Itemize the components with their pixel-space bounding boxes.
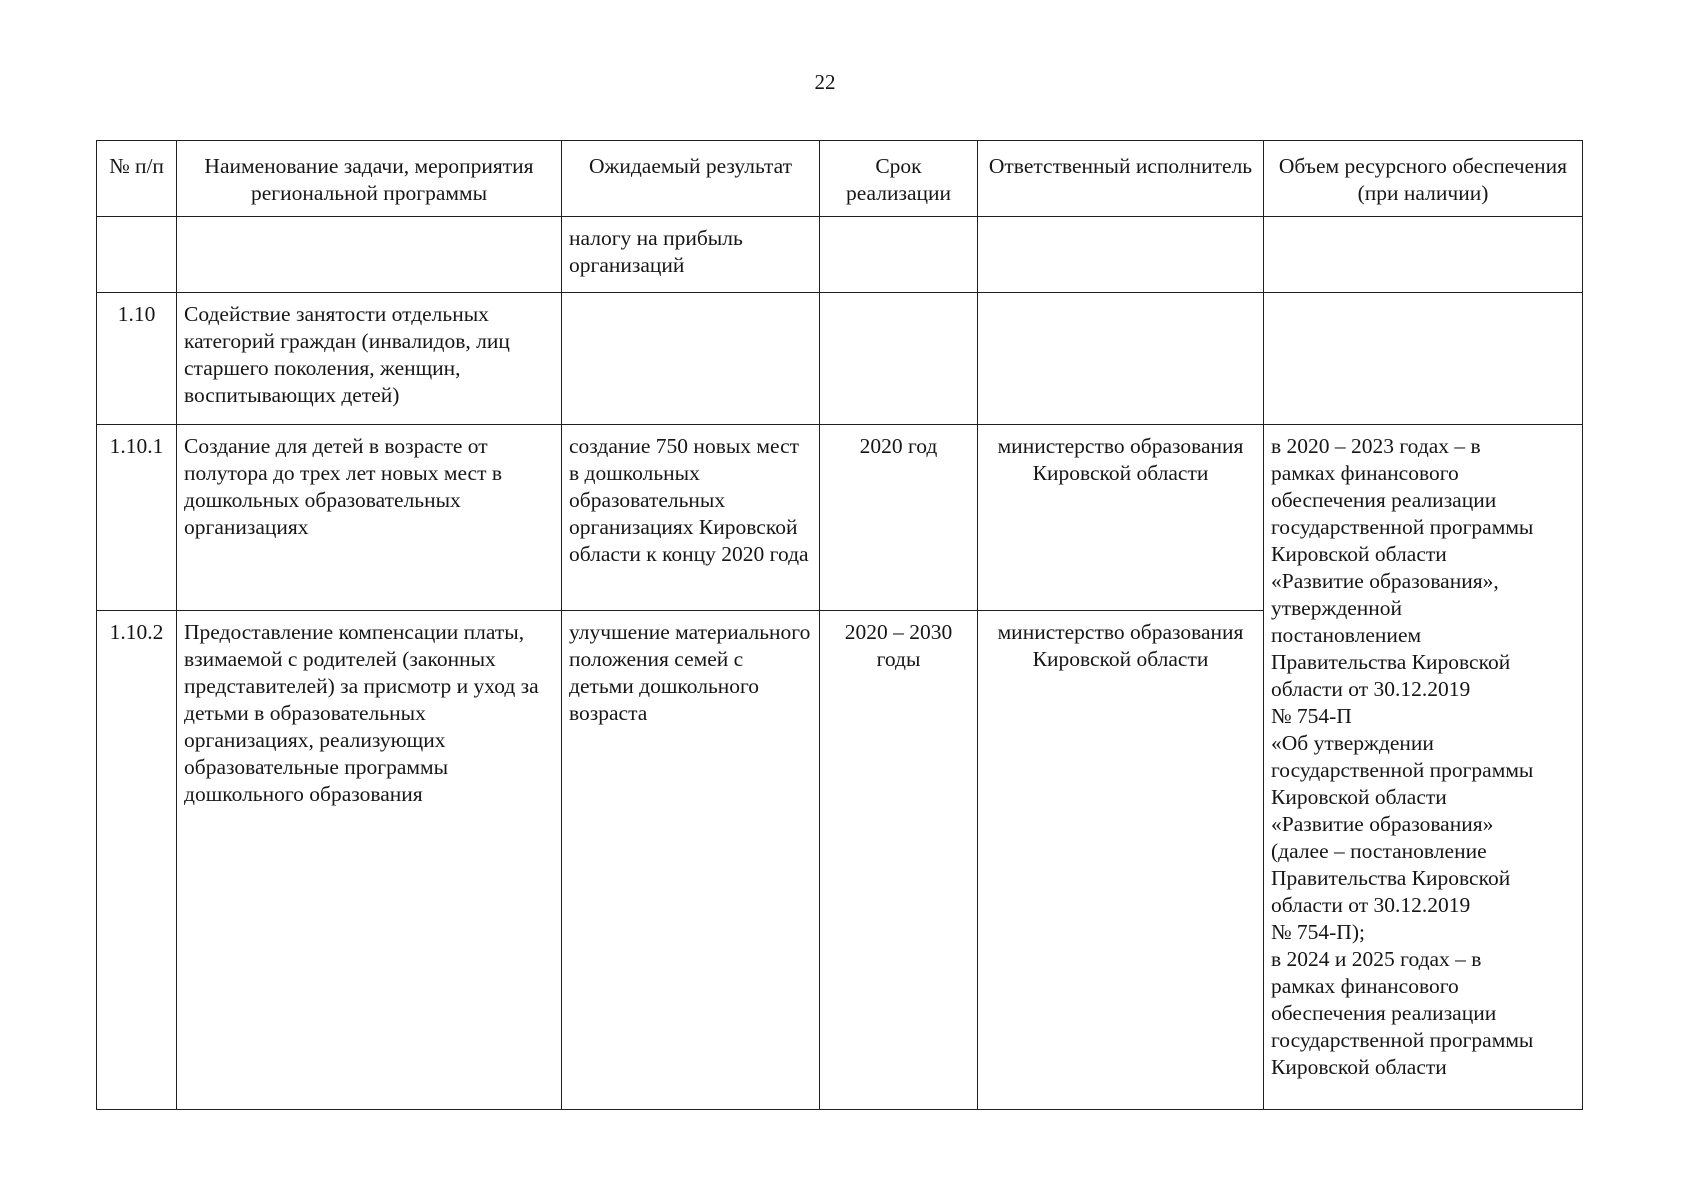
funding-line: в 2024 и 2025 годах – в — [1271, 947, 1482, 971]
cell-result: создание 750 новых мест в дошкольных образовательных организациях Кировской области к концу 2020 года — [562, 425, 820, 611]
funding-line: государственной программы — [1271, 1028, 1534, 1052]
cell-term — [820, 293, 978, 425]
cell-responsible: министерство образования Кировской области — [978, 611, 1264, 1110]
cell-result — [562, 293, 820, 425]
cell-number: 1.10.1 — [97, 425, 177, 611]
funding-line: в 2020 – 2023 годах – в — [1271, 434, 1481, 458]
funding-line: № 754-П — [1271, 704, 1352, 728]
cell-funding — [1264, 293, 1583, 425]
cell-funding-merged — [1264, 425, 1583, 1110]
cell-number — [97, 217, 177, 293]
table-row — [97, 425, 1583, 611]
funding-line: утвержденной — [1271, 596, 1403, 620]
table-row — [97, 217, 1583, 293]
funding-line: постановлением — [1271, 623, 1422, 647]
funding-line: области от 30.12.2019 — [1271, 677, 1471, 701]
funding-line: (далее – постановление — [1271, 839, 1487, 863]
cell-term: 2020 год — [820, 425, 978, 611]
funding-line: № 754-П); — [1271, 920, 1365, 944]
table-row — [97, 293, 1583, 425]
funding-line: Правительства Кировской — [1271, 866, 1511, 890]
header-cell-result: Ожидаемый результат — [562, 141, 820, 217]
funding-line: «Об утверждении — [1271, 731, 1434, 755]
header-cell-name: Наименование задачи, мероприятия региональной программы — [177, 141, 562, 217]
cell-responsible: министерство образования Кировской области — [978, 425, 1264, 611]
header-cell-term: Срок реализации — [820, 141, 978, 217]
cell-result: налогу на прибыль организаций — [562, 217, 820, 293]
funding-line: обеспечения реализации — [1271, 1001, 1497, 1025]
cell-name: Предоставление компенсации платы, взимаемой с родителей (законных представителей) за присмотр и уход за детьми в образовательных организациях, реализующих образовательные программы дошкольного образования — [177, 611, 562, 1110]
cell-name: Содействие занятости отдельных категорий граждан (инвалидов, лиц старшего поколения, женщин, воспитывающих детей) — [177, 293, 562, 425]
header-cell-number: № п/п — [97, 141, 177, 217]
cell-name — [177, 217, 562, 293]
cell-responsible — [978, 293, 1264, 425]
funding-line: области от 30.12.2019 — [1271, 893, 1471, 917]
table-header-row — [97, 141, 1583, 217]
program-table — [96, 140, 1583, 1110]
funding-line: Кировской области — [1271, 542, 1447, 566]
funding-line: рамках финансового — [1271, 461, 1459, 485]
funding-line: Кировской области — [1271, 785, 1447, 809]
funding-line: Правительства Кировской — [1271, 650, 1511, 674]
funding-line: «Развитие образования», — [1271, 569, 1499, 593]
cell-result: улучшение материального положения семей с детьми дошкольного возраста — [562, 611, 820, 1110]
funding-line: «Развитие образования» — [1271, 812, 1494, 836]
cell-number: 1.10.2 — [97, 611, 177, 1110]
page-number: 22 — [814, 70, 836, 94]
funding-line: Кировской области — [1271, 1055, 1447, 1079]
cell-responsible — [978, 217, 1264, 293]
funding-line: государственной программы — [1271, 758, 1534, 782]
cell-number: 1.10 — [97, 293, 177, 425]
cell-funding — [1264, 217, 1583, 293]
cell-name: Создание для детей в возрасте от полутора до трех лет новых мест в дошкольных образовательных организациях — [177, 425, 562, 611]
cell-term: 2020 – 2030 годы — [820, 611, 978, 1110]
funding-line: обеспечения реализации — [1271, 488, 1497, 512]
funding-line: рамках финансового — [1271, 974, 1459, 998]
funding-line: государственной программы — [1271, 515, 1534, 539]
header-cell-funding: Объем ресурсного обеспечения (при наличии) — [1264, 141, 1583, 217]
cell-term — [820, 217, 978, 293]
header-cell-responsible: Ответственный исполнитель — [978, 141, 1264, 217]
